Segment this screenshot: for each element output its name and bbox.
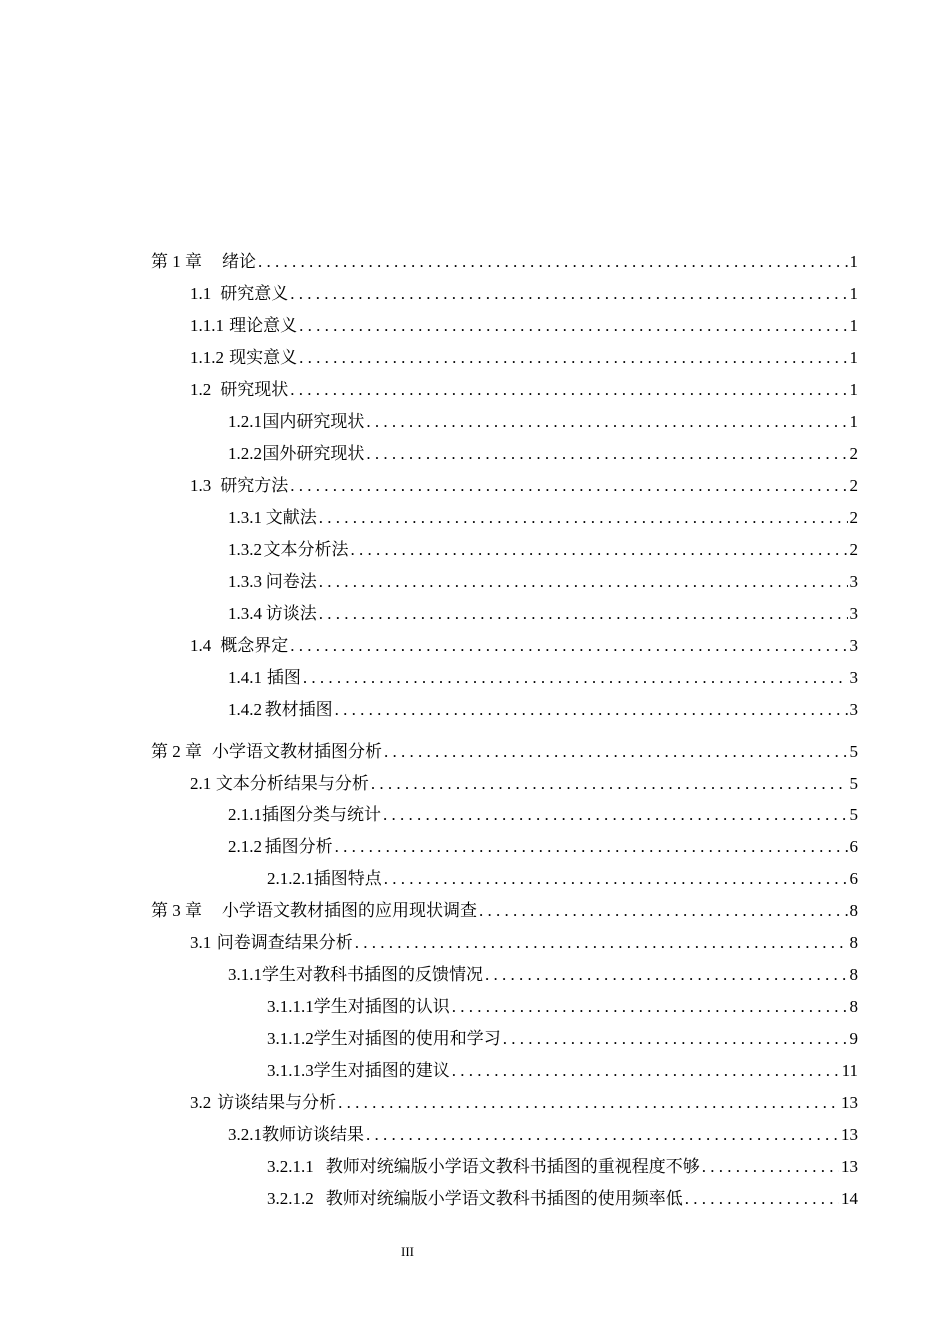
toc-title: 文献法: [265, 508, 317, 527]
toc-number: 3.2: [190, 1093, 212, 1112]
toc-title: 小学语文教材插图分析: [212, 742, 382, 761]
toc-entry-1-3[interactable]: [190, 468, 858, 496]
toc-title: 文本分析法: [263, 540, 349, 559]
dot-leader: [479, 901, 848, 921]
toc-page-number: 2: [849, 444, 858, 463]
toc-entry-1-3-4[interactable]: [228, 596, 858, 624]
toc-entry-1-3-2[interactable]: [228, 532, 858, 560]
toc-number: 1.4: [190, 636, 212, 655]
toc-title: 现实意义: [229, 348, 298, 367]
toc-number: 3.2.1: [228, 1125, 262, 1144]
dot-leader: [452, 997, 848, 1017]
toc-page-number: 3: [849, 668, 858, 687]
toc-number: 3.2.1.2: [267, 1189, 314, 1208]
toc-number: 1.3.3: [228, 572, 262, 591]
toc-page-number: 2: [849, 508, 858, 527]
toc-number: 1.4.1: [228, 668, 262, 687]
toc-page-number: 8: [849, 965, 858, 984]
toc-page-number: 5: [849, 805, 858, 824]
dot-leader: [355, 933, 848, 953]
toc-entry-1-4[interactable]: [190, 628, 858, 656]
toc-entry-1-2-1[interactable]: [228, 404, 858, 432]
toc-entry-2-1-2[interactable]: [228, 829, 858, 857]
toc-entry-1-4-2[interactable]: [228, 692, 858, 720]
toc-entry-3-1-1[interactable]: [228, 957, 858, 985]
toc-page-number: 6: [849, 837, 858, 856]
toc-page-number: 3: [849, 636, 858, 655]
toc-title: 教师对统编版小学语文教科书插图的重视程度不够: [325, 1157, 700, 1176]
toc-title: 教师访谈结果: [262, 1125, 364, 1144]
toc-number: 2.1.2.1: [267, 869, 314, 888]
toc-entry-1-3-1[interactable]: [228, 500, 858, 528]
page-number-footer: III: [401, 1244, 414, 1259]
toc-number: 1.3.4: [228, 604, 262, 623]
toc-entry-3-1-1-1[interactable]: [267, 989, 858, 1017]
toc-title: 问卷法: [265, 572, 317, 591]
toc-entry-3-2-1[interactable]: [228, 1117, 858, 1145]
toc-title: 访谈结果与分析: [217, 1093, 337, 1112]
toc-entry-2-1-1[interactable]: [228, 797, 858, 825]
toc-title: 研究意义: [220, 284, 289, 303]
toc-number: 3.2.1.1: [267, 1157, 314, 1176]
toc-number: 1.2.1: [228, 412, 262, 431]
toc-title: 学生对插图的认识: [313, 997, 450, 1016]
dot-leader: [299, 316, 847, 336]
toc-number: 3.1.1: [228, 965, 262, 984]
toc-number: 1.4.2: [228, 700, 262, 719]
toc-number: 1.1.2: [190, 348, 224, 367]
toc-entry-3-1[interactable]: [190, 925, 858, 953]
toc-number: 3.1.1.1: [267, 997, 314, 1016]
dot-leader: [384, 869, 848, 889]
toc-title: 国外研究现状: [262, 444, 365, 463]
toc-entry-1-1[interactable]: [190, 276, 858, 304]
toc-entry-2-1[interactable]: [190, 766, 858, 794]
dot-leader: [351, 540, 848, 560]
toc-entry-1-2[interactable]: [190, 372, 858, 400]
toc-number: 1.3.2: [228, 540, 262, 559]
dot-leader: [503, 1029, 848, 1049]
toc-page-number: 3: [849, 700, 858, 719]
toc-entry-3-2[interactable]: [190, 1085, 858, 1113]
dot-leader: [384, 742, 848, 762]
toc-entry-1-1-1[interactable]: [190, 308, 858, 336]
toc-entry-3-1-1-2[interactable]: [267, 1021, 858, 1049]
toc-number: 2.1.1: [228, 805, 262, 824]
toc-entry-2-1-2-1[interactable]: [267, 861, 858, 889]
toc-page-number: 1: [849, 284, 858, 303]
toc-page-number: 5: [849, 742, 858, 761]
dot-leader: [485, 965, 848, 985]
toc-number: 第 2 章: [151, 742, 202, 761]
toc-title: 研究现状: [220, 380, 289, 399]
toc-title: 概念界定: [220, 636, 289, 655]
toc-number: 1.2: [190, 380, 212, 399]
dot-leader: [452, 1061, 840, 1081]
toc-title: 教师对统编版小学语文教科书插图的使用频率低: [325, 1189, 683, 1208]
toc-page-number: 5: [849, 774, 858, 793]
toc-title: 学生对插图的使用和学习: [313, 1029, 501, 1048]
toc-title: 插图特点: [313, 869, 382, 888]
toc-number: 1.1.1: [190, 316, 224, 335]
dot-leader: [366, 412, 847, 432]
toc-number: 1.3.1: [228, 508, 262, 527]
toc-page-number: 1: [849, 316, 858, 335]
toc-title: 学生对插图的建议: [313, 1061, 450, 1080]
dot-leader: [258, 252, 848, 272]
toc-page-number: 8: [849, 933, 858, 952]
toc-title: 教材插图: [264, 700, 333, 719]
toc-number: 3.1.1.3: [267, 1061, 314, 1080]
toc-title: 国内研究现状: [262, 412, 365, 431]
toc-entry-chapter-1[interactable]: [151, 244, 858, 272]
toc-page-number: 9: [849, 1029, 858, 1048]
toc-entry-3-2-1-2[interactable]: [267, 1181, 858, 1209]
toc-entry-1-3-3[interactable]: [228, 564, 858, 592]
toc-entry-1-4-1[interactable]: [228, 660, 858, 688]
toc-entry-3-1-1-3[interactable]: [267, 1053, 858, 1081]
toc-entry-chapter-3[interactable]: [151, 893, 858, 921]
toc-title: 小学语文教材插图的应用现状调查: [222, 901, 477, 920]
dot-leader: [383, 805, 848, 825]
toc-number: 1.1: [190, 284, 212, 303]
toc-page-number: 13: [841, 1093, 858, 1112]
toc-title: 问卷调查结果分析: [216, 933, 353, 952]
toc-number: 第 3 章: [151, 901, 202, 920]
toc-number: 3.1: [190, 933, 212, 952]
toc-page-number: 3: [849, 604, 858, 623]
toc-page-number: 13: [841, 1157, 858, 1176]
toc-page-number: 8: [849, 901, 858, 920]
toc-number: 3.1.1.2: [267, 1029, 314, 1048]
toc-number: 1.2.2: [228, 444, 262, 463]
toc-page-number: 1: [849, 252, 858, 271]
dot-leader: [685, 1189, 839, 1209]
toc-entry-1-2-2[interactable]: [228, 436, 858, 464]
dot-leader: [319, 572, 848, 592]
toc-title: 插图分析: [264, 837, 333, 856]
dot-leader: [702, 1157, 839, 1177]
toc-number: 第 1 章: [151, 252, 202, 271]
dot-leader: [366, 1125, 839, 1145]
toc-entry-3-2-1-1[interactable]: [267, 1149, 858, 1177]
toc-title: 绪论: [222, 252, 256, 271]
toc-number: 2.1: [190, 774, 212, 793]
dot-leader: [366, 444, 847, 464]
dot-leader: [290, 476, 847, 496]
toc-page-number: 1: [849, 348, 858, 367]
dot-leader: [338, 1093, 839, 1113]
toc-title: 插图分类与统计: [262, 805, 381, 824]
toc-title: 学生对教科书插图的反馈情况: [262, 965, 483, 984]
toc-page-number: 14: [841, 1189, 858, 1208]
dot-leader: [319, 508, 848, 528]
dot-leader: [371, 774, 848, 794]
dot-leader: [290, 636, 847, 656]
toc-title: 插图: [266, 668, 301, 687]
toc-page-number: 3: [849, 572, 858, 591]
toc-page-number: 11: [841, 1061, 858, 1080]
toc-title: 理论意义: [229, 316, 298, 335]
dot-leader: [290, 380, 847, 400]
toc-page-number: 6: [849, 869, 858, 888]
toc-page-number: 1: [849, 412, 858, 431]
toc-entry-chapter-2[interactable]: [151, 734, 858, 762]
dot-leader: [299, 348, 847, 368]
dot-leader: [335, 700, 848, 720]
toc-page-number: 2: [849, 540, 858, 559]
toc-page-number: 13: [841, 1125, 858, 1144]
toc-entry-1-1-2[interactable]: [190, 340, 858, 368]
toc-title: 访谈法: [265, 604, 317, 623]
toc-page-number: 2: [849, 476, 858, 495]
dot-leader: [335, 837, 848, 857]
dot-leader: [319, 604, 848, 624]
toc-page-number: 1: [849, 380, 858, 399]
dot-leader: [290, 284, 847, 304]
toc-title: 研究方法: [220, 476, 289, 495]
toc-page-number: 8: [849, 997, 858, 1016]
toc-number: 1.3: [190, 476, 212, 495]
dot-leader: [303, 668, 848, 688]
toc-number: 2.1.2: [228, 837, 262, 856]
toc-title: 文本分析结果与分析: [215, 774, 369, 793]
